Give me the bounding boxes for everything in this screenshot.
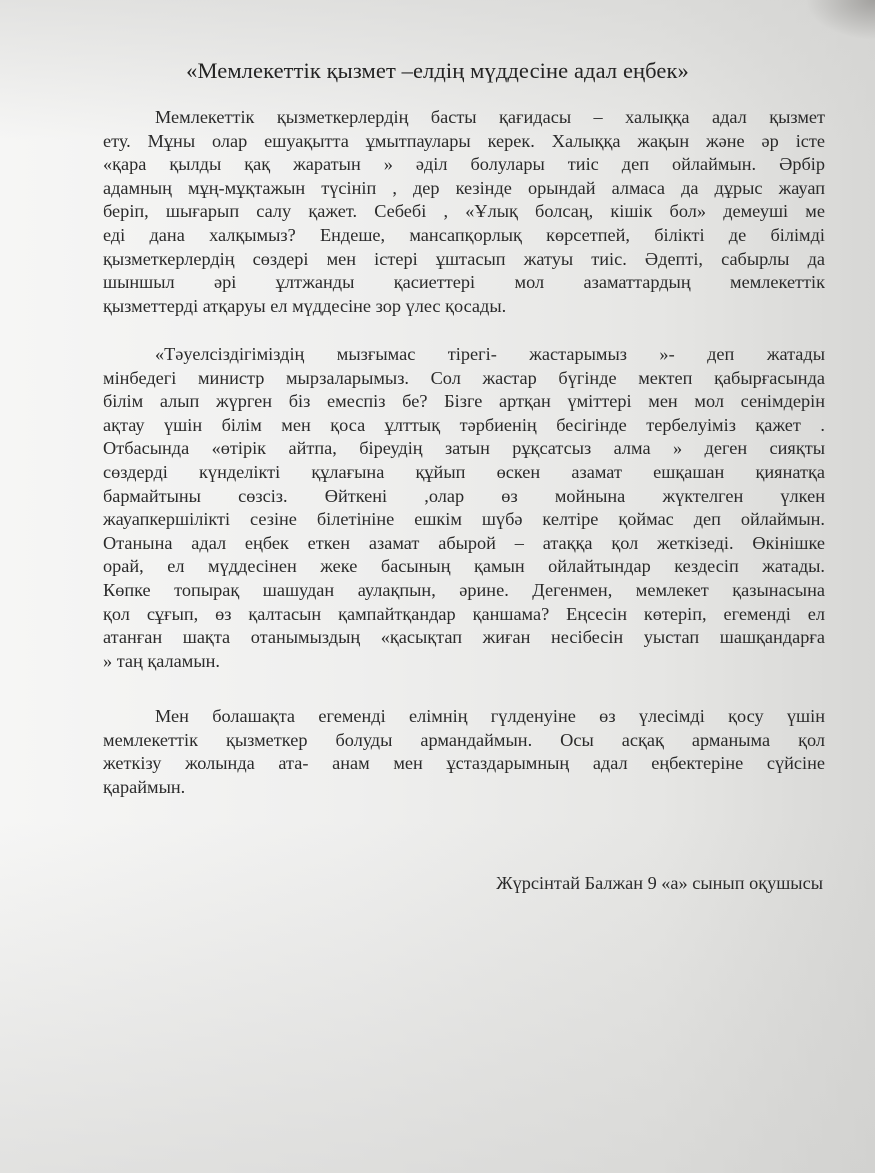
- text-line: еді дана халқымыз? Ендеше, мансапқорлық көрсетпей, білікті де білімді: [103, 224, 825, 245]
- text-line: ету. Мұны олар ешуақытта ұмытпаулары керек. Халыққа жақын және әр істе: [103, 130, 825, 151]
- text-line: Көпке топырақ шашудан аулақпын, әрине. Дегенмен, мемлекет қазынасына: [103, 579, 825, 600]
- text-line: сөздерді күнделікті құлағына құйып өскен азамат ешқашан қиянатқа: [103, 461, 825, 482]
- corner-shadow: [805, 0, 875, 40]
- text-line: шыншыл әрі ұлтжанды қасиеттері мол азаматтардың мемлекеттік: [103, 272, 825, 293]
- text-line: мінбедегі министр мырзаларымыз. Сол жастар бүгінде мектеп қабырғасында: [103, 367, 825, 388]
- text-line: орай, ел мүддесінен жеке басының қамын ойлайтындар кездесіп жатады.: [103, 556, 825, 577]
- text-line: бармайтыны сөзсіз. Өйткені ,олар өз мойнына жүктелген үлкен: [103, 485, 825, 506]
- text-line: «қара қылды қақ жаратын » әділ болулары тиіс деп ойлаймын. Әрбір: [103, 154, 825, 175]
- paragraph-1: [103, 106, 825, 318]
- text-line: беріп, шығарып салу қажет. Себебі , «Ұлық болсаң, кішік бол» демеуші ме: [103, 201, 825, 222]
- text-line: Мен болашақта егеменді елімнің гүлденуіне өз үлесімді қосу үшін: [155, 706, 825, 726]
- text-line: ақтау үшін білім мен қоса ұлттық тәрбиенің бесігінде тербелуіміз қажет .: [103, 414, 825, 435]
- text-line: адамның мұң-мұқтажын түсініп , дер кезінде орындай алмаса да дұрыс жауап: [103, 177, 825, 198]
- paragraph-2: [103, 343, 825, 673]
- text-line: мемлекеттік қызметкер болуды армандаймын. Осы асқақ арманыма қол: [103, 729, 825, 750]
- paragraph-3: [103, 705, 825, 799]
- document-title: «Мемлекеттік қызмет –елдің мүддесіне адал еңбек»: [186, 58, 689, 83]
- author-signature: Жүрсінтай Балжан 9 «а» сынып оқушысы: [496, 873, 823, 893]
- text-line: жеткізу жолында ата- анам мен ұстаздарымның адал еңбектеріне сүйсіне: [103, 753, 825, 774]
- text-line: қызметкерлердің сөздері мен істері ұштасып жатуы тиіс. Әдепті, сабырлы да: [103, 248, 825, 269]
- text-line: қызметтерді атқаруы ел мүддесіне зор үлес қосады.: [103, 295, 507, 316]
- text-line: қол сұғып, өз қалтасын қампайтқандар қаншама? Еңсесін көтеріп, егеменді ел: [103, 603, 825, 624]
- text-line: білім алып жүрген біз емеспіз бе? Бізге артқан үміттері мен мол сенімдерін: [103, 391, 825, 412]
- text-line: Отанына адал еңбек еткен азамат абырой – атаққа қол жеткізеді. Өкінішке: [103, 532, 825, 553]
- text-line: жауапкершілікті сезіне білетініне ешкім шүбә келтіре қоймас деп ойлаймын.: [103, 509, 825, 530]
- text-line: атанған шақта отанымыздың «қасықтап жиған несібесін уыстап шашқандарға: [103, 627, 825, 648]
- text-line: Мемлекеттік қызметкерлердің басты қағидасы – халыққа адал қызмет: [155, 107, 825, 127]
- text-line: қараймын.: [103, 776, 186, 797]
- text-line: Отбасында «өтірік айтпа, біреудің затын рұқсатсыз алма » деген сияқты: [103, 438, 825, 459]
- text-line: «Тәуелсіздігіміздің мызғымас тірегі- жастарымыз »- деп жатады: [155, 344, 825, 364]
- text-line: » таң қаламын.: [103, 650, 220, 671]
